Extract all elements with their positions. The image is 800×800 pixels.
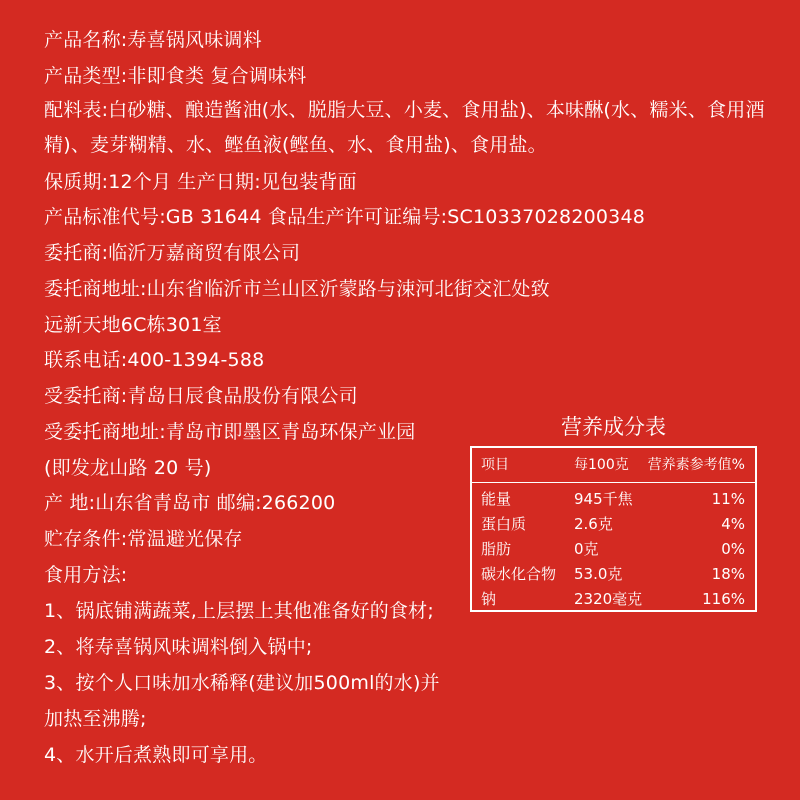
commissioner-address-line-1: 委托商地址:山东省临沂市兰山区沂蒙路与涑河北街交汇处致 (44, 278, 550, 300)
header-nrv: 营养素参考值% (647, 457, 745, 473)
storage-line: 贮存条件:常温避光保存 (44, 528, 243, 550)
table-row (472, 484, 755, 509)
row-nrv: 11% (711, 490, 745, 508)
commissioner-address-line-2: 远新天地6C栋301室 (44, 314, 222, 336)
manufacturer-line: 受委托商:青岛日辰食品股份有限公司 (44, 385, 358, 407)
usage-step-3-cont: 加热至沸腾; (44, 708, 147, 730)
row-amount: 2.6克 (574, 515, 613, 533)
origin-postcode-line: 产 地:山东省青岛市 邮编:266200 (44, 492, 336, 514)
usage-step-4: 4、水开后煮熟即可享用。 (44, 744, 268, 766)
nutrition-table-title: 营养成分表 (561, 415, 666, 439)
ingredients-line-2: 精)、麦芽糊精、水、鲣鱼液(鲣鱼、水、食用盐)、食用盐。 (44, 134, 547, 156)
usage-step-3: 3、按个人口味加水稀释(建议加500ml的水)并 (44, 672, 440, 694)
row-amount: 53.0克 (574, 565, 623, 583)
usage-step-2: 2、将寿喜锅风味调料倒入锅中; (44, 636, 313, 658)
header-item: 项目 (481, 457, 509, 473)
row-item: 钠 (481, 590, 497, 608)
standard-license-line: 产品标准代号:GB 31644 食品生产许可证编号:SC10337028200348 (44, 206, 646, 228)
row-amount: 945千焦 (574, 490, 633, 508)
phone-line: 联系电话:400-1394-588 (44, 349, 265, 371)
nutrition-table-header (472, 448, 755, 483)
shelf-life-line: 保质期:12个月 生产日期:见包装背面 (44, 171, 357, 193)
table-row (472, 559, 755, 584)
row-nrv: 116% (702, 590, 745, 608)
table-row (472, 534, 755, 559)
product-name-line: 产品名称:寿喜锅风味调料 (44, 29, 262, 51)
table-row (472, 584, 755, 609)
row-nrv: 4% (721, 515, 745, 533)
row-amount: 2320毫克 (574, 590, 643, 608)
row-nrv: 0% (721, 540, 745, 558)
row-item: 脂肪 (481, 540, 512, 558)
ingredients-line-1: 配料表:白砂糖、酿造酱油(水、脱脂大豆、小麦、食用盐)、本味醂(水、糯米、食用酒 (44, 99, 765, 121)
row-item: 能量 (481, 490, 512, 508)
manufacturer-address-line-1: 受委托商地址:青岛市即墨区青岛环保产业园 (44, 421, 416, 443)
table-row (472, 509, 755, 534)
product-type-line: 产品类型:非即食类 复合调味料 (44, 65, 307, 87)
row-item: 蛋白质 (481, 515, 527, 533)
row-item: 碳水化合物 (481, 565, 557, 583)
row-amount: 0克 (574, 540, 599, 558)
header-per-100g: 每100克 (574, 457, 629, 473)
nutrition-table (470, 446, 757, 612)
usage-step-1: 1、锅底铺满蔬菜,上层摆上其他准备好的食材; (44, 600, 434, 622)
row-nrv: 18% (711, 565, 745, 583)
usage-heading: 食用方法: (44, 564, 128, 586)
manufacturer-address-line-2: (即发龙山路 20 号) (44, 457, 212, 479)
commissioner-line: 委托商:临沂万嘉商贸有限公司 (44, 242, 301, 264)
